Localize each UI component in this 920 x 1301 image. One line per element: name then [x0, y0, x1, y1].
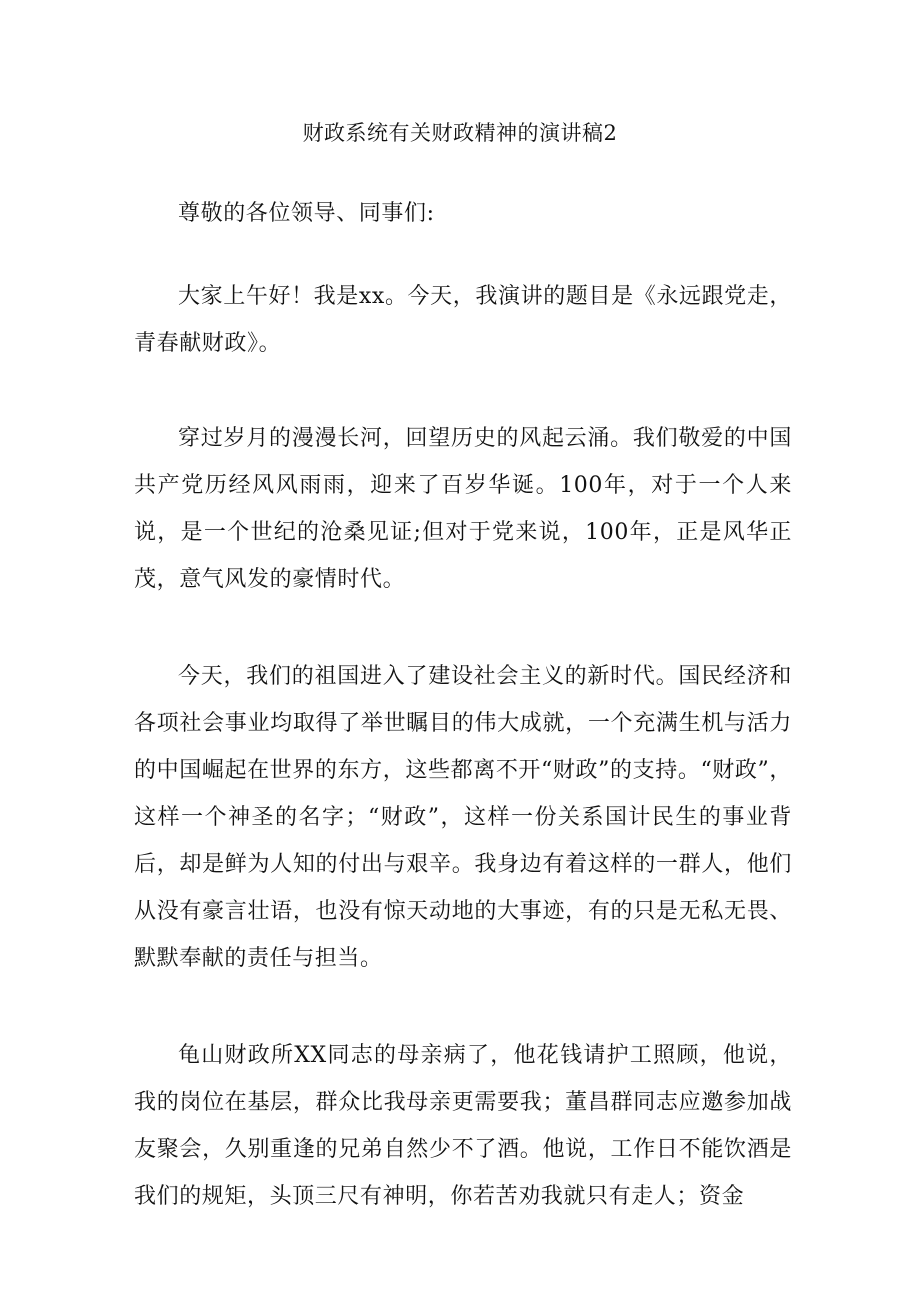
document-body [134, 190, 792, 1270]
salutation-paragraph: 尊敬的各位领导、同事们: [178, 201, 435, 226]
document-title: 财政系统有关财政精神的演讲稿2 [302, 121, 618, 145]
new-era-paragraph: 今天，我们的祖国进入了建设社会主义的新时代。国民经济和各项社会事业均取得了举世瞩目的伟大成就，一个充满生机与活力的中国崛起在世界的东方，这些都离不开“财政”的支持。“财政”，这样一个神圣的名字；“财政”，这样一份关系国计民生的事业背后，却是鲜为人知的付出与艰辛。我身边有着这样的一群人，他们从没有豪言壮语，也没有惊天动地的大事迹，有的只是无私无畏、默默奉献的责任与担当。 [134, 664, 792, 971]
greeting-paragraph: 大家上午好！我是xx。今天，我演讲的题目是《永远跟党走，青春献财政》。 [134, 284, 792, 356]
colleagues-examples-paragraph: 龟山财政所XX同志的母亲病了，他花钱请护工照顾，他说，我的岗位在基层，群众比我母亲更需要我；董昌群同志应邀参加战友聚会，久别重逢的兄弟自然少不了酒。他说，工作日不能饮酒是我们的规矩，头顶三尺有神明，你若苦劝我就只有走人；资金 [134, 1043, 792, 1209]
history-paragraph: 穿过岁月的漫漫长河，回望历史的风起云涌。我们敬爱的中国共产党历经风风雨雨，迎来了百岁华诞。100年，对于一个人来说，是一个世纪的沧桑见证;但对于党来说，100年，正是风华正茂，意气风发的豪情时代。 [134, 426, 792, 592]
